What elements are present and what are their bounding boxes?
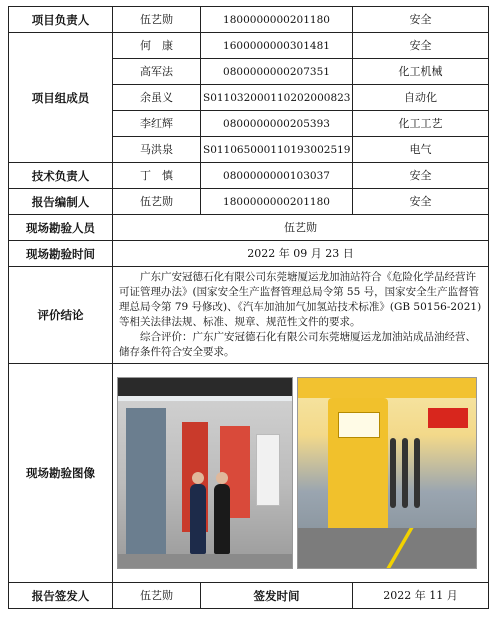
signer-name: 伍艺勋 [113, 583, 201, 609]
row-conclusion [9, 267, 489, 364]
member-field: 电气 [353, 137, 489, 163]
report-field: 安全 [353, 189, 489, 215]
canopy [298, 378, 476, 398]
tech-cert: 0800000000103037 [201, 163, 353, 189]
member-cert: S011032000110202000823 [201, 85, 353, 111]
conclusion-paragraph-2: 综合评价：广东广安冠德石化有限公司东莞塘厦运龙加油站成品油经营、储存条件符合安全要求。 [119, 331, 476, 358]
sign-time-value: 2022 年 11 月 [353, 583, 489, 609]
floor [118, 554, 292, 568]
dispenser-screen [338, 412, 380, 438]
conclusion-paragraph-1: 广东广安冠德石化有限公司东莞塘厦运龙加油站符合《危险化学品经营许可证管理办法》(国家安全生产监督管理总局令第 55 号，国家安全生产监督管理总局令第 79 号修改)、《汽车加油加气加氢站技术标准》(GB 50156-2021) 等相关法律法规、标准、规章、规范性文件的要求。 [119, 271, 482, 328]
label-project-leader: 项目负责人 [9, 7, 113, 33]
row-tech-lead [9, 163, 489, 189]
row-project-leader [9, 7, 489, 33]
site-photos [113, 373, 488, 573]
poster [256, 434, 280, 506]
fuel-nozzle [414, 438, 420, 508]
leader-cert: 1800000000201180 [201, 7, 353, 33]
inspect-time-value: 2022 年 09 月 23 日 [113, 241, 489, 267]
inspector-value: 伍艺勋 [113, 215, 489, 241]
tech-field: 安全 [353, 163, 489, 189]
tech-name: 丁 慎 [113, 163, 201, 189]
member-cert: 1600000000301481 [201, 33, 353, 59]
red-sign [428, 408, 468, 428]
forecourt-ground [298, 528, 476, 568]
report-name: 伍艺勋 [113, 189, 201, 215]
label-site-images: 现场勘验图像 [9, 364, 113, 583]
conclusion-text [113, 267, 489, 364]
member-field: 自动化 [353, 85, 489, 111]
member-field: 安全 [353, 33, 489, 59]
person-head [192, 472, 204, 484]
row-inspector [9, 215, 489, 241]
leader-field: 安全 [353, 7, 489, 33]
label-project-members: 项目组成员 [9, 33, 113, 163]
label-inspect-time: 现场勘验时间 [9, 241, 113, 267]
member-field: 化工工艺 [353, 111, 489, 137]
member-cert: S011065000110193002519 [201, 137, 353, 163]
site-photo-fuel-pump [297, 377, 477, 569]
label-report-author: 报告编制人 [9, 189, 113, 215]
label-inspector: 现场勘验人员 [9, 215, 113, 241]
member-name: 高军法 [113, 59, 201, 85]
member-name: 余虽义 [113, 85, 201, 111]
fuel-nozzle [402, 438, 408, 508]
store-sign [118, 378, 292, 396]
person [214, 484, 230, 554]
report-cert: 1800000000201180 [201, 189, 353, 215]
member-name: 何 康 [113, 33, 201, 59]
label-signer: 报告签发人 [9, 583, 113, 609]
label-tech-lead: 技术负责人 [9, 163, 113, 189]
row-inspect-time [9, 241, 489, 267]
label-sign-time: 签发时间 [201, 583, 353, 609]
row-sign-off [9, 583, 489, 609]
store-door [126, 408, 166, 558]
leader-name: 伍艺勋 [113, 7, 201, 33]
site-photo-shopfront [117, 377, 293, 569]
person-head [216, 472, 228, 484]
report-table [8, 6, 489, 609]
row-images [9, 364, 489, 583]
label-conclusion: 评价结论 [9, 267, 113, 364]
row-member [9, 33, 489, 59]
member-name: 马洪泉 [113, 137, 201, 163]
member-cert: 0800000000207351 [201, 59, 353, 85]
fuel-nozzle [390, 438, 396, 508]
member-name: 李红辉 [113, 111, 201, 137]
row-report-author [9, 189, 489, 215]
member-cert: 0800000000205393 [201, 111, 353, 137]
site-images-cell [113, 364, 489, 583]
report-sheet [8, 6, 488, 609]
person [190, 484, 206, 554]
member-field: 化工机械 [353, 59, 489, 85]
